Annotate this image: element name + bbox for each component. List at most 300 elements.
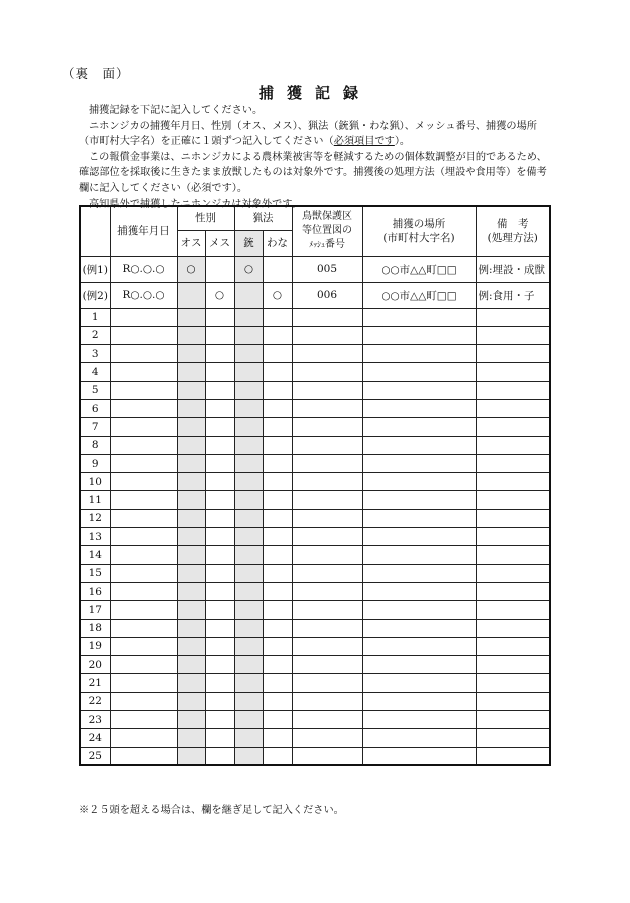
entry-gun[interactable] xyxy=(234,436,263,454)
entry-date[interactable] xyxy=(110,582,177,600)
entry-remarks[interactable] xyxy=(476,711,550,729)
example-remarks: 例:埋設・成獣 xyxy=(476,256,550,282)
entry-date[interactable] xyxy=(110,308,177,326)
entry-gun[interactable] xyxy=(234,656,263,674)
entry-date[interactable] xyxy=(110,454,177,472)
row-number: 17 xyxy=(80,601,110,619)
entry-male[interactable] xyxy=(177,454,205,472)
entry-female[interactable] xyxy=(205,363,234,381)
entry-date[interactable] xyxy=(110,564,177,582)
entry-female[interactable] xyxy=(205,345,234,363)
entry-mesh[interactable] xyxy=(292,601,362,619)
entry-male[interactable] xyxy=(177,637,205,655)
instructions xyxy=(79,103,551,212)
entry-female[interactable] xyxy=(205,399,234,417)
entry-date[interactable] xyxy=(110,637,177,655)
entry-date[interactable] xyxy=(110,418,177,436)
entry-trap[interactable] xyxy=(263,326,292,344)
entry-place[interactable] xyxy=(362,692,476,710)
entry-female[interactable] xyxy=(205,308,234,326)
header-mesh xyxy=(292,206,362,256)
entry-trap[interactable] xyxy=(263,363,292,381)
entry-remarks[interactable] xyxy=(476,546,550,564)
entry-date[interactable] xyxy=(110,546,177,564)
entry-male[interactable] xyxy=(177,528,205,546)
entry-place[interactable] xyxy=(362,326,476,344)
entry-place[interactable] xyxy=(362,546,476,564)
entry-female[interactable] xyxy=(205,674,234,692)
entry-gun[interactable] xyxy=(234,546,263,564)
example-label: (例2) xyxy=(80,282,110,308)
entry-male[interactable] xyxy=(177,582,205,600)
example-male xyxy=(177,282,205,308)
row-number: 5 xyxy=(80,381,110,399)
entry-male[interactable] xyxy=(177,381,205,399)
example-trap: ○ xyxy=(263,282,292,308)
entry-male[interactable] xyxy=(177,491,205,509)
entry-female[interactable] xyxy=(205,528,234,546)
entry-gun[interactable] xyxy=(234,674,263,692)
entry-female[interactable] xyxy=(205,509,234,527)
row-number: 20 xyxy=(80,656,110,674)
header-male: オス xyxy=(177,230,205,256)
entry-gun[interactable] xyxy=(234,454,263,472)
header-mesh-abbr: ﾒｯｼｭ xyxy=(309,240,325,250)
entry-female[interactable] xyxy=(205,582,234,600)
entry-male[interactable] xyxy=(177,418,205,436)
entry-mesh[interactable] xyxy=(292,399,362,417)
row-number: 2 xyxy=(80,326,110,344)
footnote: ※２５頭を超える場合は、欄を継ぎ足して記入ください。 xyxy=(79,805,344,816)
entry-date[interactable] xyxy=(110,436,177,454)
entry-trap[interactable] xyxy=(263,509,292,527)
instruction-line-1: 捕獲記録を下記に記入してください。 xyxy=(89,105,263,116)
entry-remarks[interactable] xyxy=(476,729,550,747)
entry-place[interactable] xyxy=(362,528,476,546)
table-row xyxy=(80,656,550,674)
header-mesh-line1: 鳥獣保護区 xyxy=(302,211,352,223)
entry-gun[interactable] xyxy=(234,564,263,582)
entry-remarks[interactable] xyxy=(476,326,550,344)
entry-female[interactable] xyxy=(205,454,234,472)
header-place xyxy=(362,206,476,256)
entry-place[interactable] xyxy=(362,418,476,436)
entry-remarks[interactable] xyxy=(476,601,550,619)
entry-female[interactable] xyxy=(205,546,234,564)
entry-trap[interactable] xyxy=(263,637,292,655)
entry-gun[interactable] xyxy=(234,601,263,619)
entry-mesh[interactable] xyxy=(292,363,362,381)
entry-mesh[interactable] xyxy=(292,619,362,637)
entry-place[interactable] xyxy=(362,308,476,326)
entry-place[interactable] xyxy=(362,747,476,765)
row-number: 25 xyxy=(80,747,110,765)
entry-remarks[interactable] xyxy=(476,308,550,326)
entry-mesh[interactable] xyxy=(292,473,362,491)
entry-remarks[interactable] xyxy=(476,363,550,381)
entry-date[interactable] xyxy=(110,509,177,527)
entry-mesh[interactable] xyxy=(292,308,362,326)
entry-trap[interactable] xyxy=(263,601,292,619)
entry-remarks[interactable] xyxy=(476,692,550,710)
entry-date[interactable] xyxy=(110,729,177,747)
entry-gun[interactable] xyxy=(234,399,263,417)
entry-gun[interactable] xyxy=(234,692,263,710)
header-place-line2: (市町村大字名) xyxy=(383,232,455,245)
entry-mesh[interactable] xyxy=(292,637,362,655)
entry-mesh[interactable] xyxy=(292,491,362,509)
entry-remarks[interactable] xyxy=(476,436,550,454)
header-row-number xyxy=(80,206,110,256)
entry-trap[interactable] xyxy=(263,491,292,509)
example-trap xyxy=(263,256,292,282)
instruction-line-3: この報償金事業は、ニホンジカによる農林業被害等を軽減するための個体数調整が目的であるため、確認部位を採取後に生きたまま放獣したものは対象外です。捕獲後の処理方法（埋設や食用等）を備考欄に記入してください（必須です）。 xyxy=(79,151,547,194)
instruction-line-2 xyxy=(79,119,551,150)
header-sex: 性別 xyxy=(177,206,234,230)
entry-remarks[interactable] xyxy=(476,656,550,674)
entry-date[interactable] xyxy=(110,399,177,417)
table-row xyxy=(80,637,550,655)
entry-trap[interactable] xyxy=(263,345,292,363)
entry-gun[interactable] xyxy=(234,418,263,436)
table-row xyxy=(80,308,550,326)
entry-gun[interactable] xyxy=(234,345,263,363)
row-number: 8 xyxy=(80,436,110,454)
row-number: 9 xyxy=(80,454,110,472)
header-mesh-line2: 等位置図の xyxy=(302,225,352,237)
header-remarks xyxy=(476,206,550,256)
entry-trap[interactable] xyxy=(263,473,292,491)
instruction-line-4: 高知県外で捕獲したニホンジカは対象外です。 xyxy=(89,198,302,210)
entry-place[interactable] xyxy=(362,619,476,637)
table-row xyxy=(80,546,550,564)
entry-gun[interactable] xyxy=(234,637,263,655)
entry-trap[interactable] xyxy=(263,656,292,674)
entry-remarks[interactable] xyxy=(476,399,550,417)
entry-female[interactable] xyxy=(205,326,234,344)
entry-date[interactable] xyxy=(110,491,177,509)
entry-date[interactable] xyxy=(110,692,177,710)
entry-gun[interactable] xyxy=(234,729,263,747)
entry-female[interactable] xyxy=(205,381,234,399)
entry-remarks[interactable] xyxy=(476,454,550,472)
row-number: 1 xyxy=(80,308,110,326)
row-number: 22 xyxy=(80,692,110,710)
entry-place[interactable] xyxy=(362,509,476,527)
entry-remarks[interactable] xyxy=(476,564,550,582)
entry-gun[interactable] xyxy=(234,491,263,509)
entry-place[interactable] xyxy=(362,345,476,363)
table-row xyxy=(80,528,550,546)
example-row-2 xyxy=(80,282,550,308)
entry-remarks[interactable] xyxy=(476,582,550,600)
entry-female[interactable] xyxy=(205,747,234,765)
entry-date[interactable] xyxy=(110,345,177,363)
table-row xyxy=(80,692,550,710)
entry-date[interactable] xyxy=(110,747,177,765)
entry-place[interactable] xyxy=(362,363,476,381)
table-row xyxy=(80,711,550,729)
entry-gun[interactable] xyxy=(234,363,263,381)
table-row xyxy=(80,326,550,344)
example-date: R○.○.○ xyxy=(110,282,177,308)
page-title: 捕獲記録 xyxy=(258,84,371,102)
entry-date[interactable] xyxy=(110,656,177,674)
entry-trap[interactable] xyxy=(263,692,292,710)
table-row xyxy=(80,564,550,582)
entry-remarks[interactable] xyxy=(476,509,550,527)
table-row xyxy=(80,473,550,491)
entry-place[interactable] xyxy=(362,436,476,454)
entry-male[interactable] xyxy=(177,711,205,729)
entry-male[interactable] xyxy=(177,345,205,363)
example-gun: ○ xyxy=(234,256,263,282)
row-number: 15 xyxy=(80,564,110,582)
example-date: R○.○.○ xyxy=(110,256,177,282)
entry-mesh[interactable] xyxy=(292,345,362,363)
entry-trap[interactable] xyxy=(263,546,292,564)
table-row xyxy=(80,582,550,600)
entry-remarks[interactable] xyxy=(476,674,550,692)
entry-gun[interactable] xyxy=(234,528,263,546)
entry-female[interactable] xyxy=(205,436,234,454)
header-trap: わな xyxy=(263,230,292,256)
entry-trap[interactable] xyxy=(263,711,292,729)
row-number: 13 xyxy=(80,528,110,546)
entry-gun[interactable] xyxy=(234,619,263,637)
table-row xyxy=(80,509,550,527)
entry-place[interactable] xyxy=(362,582,476,600)
row-number: 14 xyxy=(80,546,110,564)
entry-trap[interactable] xyxy=(263,619,292,637)
entry-male[interactable] xyxy=(177,473,205,491)
entry-place[interactable] xyxy=(362,454,476,472)
entry-male[interactable] xyxy=(177,326,205,344)
table-row xyxy=(80,747,550,765)
header-date: 捕獲年月日 xyxy=(110,206,177,256)
table-row xyxy=(80,454,550,472)
entry-place[interactable] xyxy=(362,656,476,674)
entry-mesh[interactable] xyxy=(292,582,362,600)
entry-male[interactable] xyxy=(177,564,205,582)
entry-female[interactable] xyxy=(205,729,234,747)
entry-gun[interactable] xyxy=(234,747,263,765)
example-mesh: 006 xyxy=(292,282,362,308)
table-row xyxy=(80,345,550,363)
entry-trap[interactable] xyxy=(263,528,292,546)
entry-male[interactable] xyxy=(177,308,205,326)
entry-female[interactable] xyxy=(205,473,234,491)
header-mesh-number: 番号 xyxy=(325,239,345,251)
table-row xyxy=(80,399,550,417)
entry-remarks[interactable] xyxy=(476,619,550,637)
entry-male[interactable] xyxy=(177,674,205,692)
header-remarks-line2: (処理方法) xyxy=(487,232,538,245)
entry-remarks[interactable] xyxy=(476,528,550,546)
table-row xyxy=(80,674,550,692)
table-row xyxy=(80,729,550,747)
entry-male[interactable] xyxy=(177,619,205,637)
entry-date[interactable] xyxy=(110,363,177,381)
entry-gun[interactable] xyxy=(234,381,263,399)
row-number: 4 xyxy=(80,363,110,381)
instruction-text: ニホンジカの捕獲年月日、性別（オス、メス）、猟法（銃猟・わな猟）、メッシュ番号、捕獲の場所（市町村大字名）を正確に１頭ずつ記入してください（ xyxy=(79,120,537,148)
entry-date[interactable] xyxy=(110,619,177,637)
entry-mesh[interactable] xyxy=(292,674,362,692)
entry-place[interactable] xyxy=(362,399,476,417)
entry-place[interactable] xyxy=(362,729,476,747)
row-number: 16 xyxy=(80,582,110,600)
entry-remarks[interactable] xyxy=(476,637,550,655)
entry-mesh[interactable] xyxy=(292,326,362,344)
entry-place[interactable] xyxy=(362,491,476,509)
entry-remarks[interactable] xyxy=(476,473,550,491)
entry-mesh[interactable] xyxy=(292,711,362,729)
entry-date[interactable] xyxy=(110,601,177,619)
entry-female[interactable] xyxy=(205,564,234,582)
entry-male[interactable] xyxy=(177,656,205,674)
entry-gun[interactable] xyxy=(234,582,263,600)
entry-female[interactable] xyxy=(205,601,234,619)
table-row xyxy=(80,381,550,399)
example-gun xyxy=(234,282,263,308)
entry-trap[interactable] xyxy=(263,381,292,399)
entry-mesh[interactable] xyxy=(292,729,362,747)
entry-date[interactable] xyxy=(110,711,177,729)
entry-gun[interactable] xyxy=(234,308,263,326)
example-mesh: 005 xyxy=(292,256,362,282)
row-number: 6 xyxy=(80,399,110,417)
entry-trap[interactable] xyxy=(263,674,292,692)
instruction-text-end: ）。 xyxy=(394,136,411,148)
entry-trap[interactable] xyxy=(263,308,292,326)
table-row xyxy=(80,418,550,436)
table-row xyxy=(80,619,550,637)
entry-mesh[interactable] xyxy=(292,509,362,527)
example-male: ○ xyxy=(177,256,205,282)
entry-male[interactable] xyxy=(177,601,205,619)
example-place: ○○市△△町□□ xyxy=(362,256,476,282)
entry-date[interactable] xyxy=(110,674,177,692)
row-number: 12 xyxy=(80,509,110,527)
entry-mesh[interactable] xyxy=(292,656,362,674)
entry-remarks[interactable] xyxy=(476,491,550,509)
entry-mesh[interactable] xyxy=(292,528,362,546)
entry-trap[interactable] xyxy=(263,454,292,472)
example-row-1 xyxy=(80,256,550,282)
entry-mesh[interactable] xyxy=(292,418,362,436)
entry-male[interactable] xyxy=(177,509,205,527)
entry-mesh[interactable] xyxy=(292,436,362,454)
entry-female[interactable] xyxy=(205,619,234,637)
entry-mesh[interactable] xyxy=(292,564,362,582)
entry-place[interactable] xyxy=(362,674,476,692)
entry-mesh[interactable] xyxy=(292,546,362,564)
row-number: 23 xyxy=(80,711,110,729)
entry-date[interactable] xyxy=(110,473,177,491)
row-number: 24 xyxy=(80,729,110,747)
header-remarks-line1: 備 考 xyxy=(497,218,529,231)
header-place-line1: 捕獲の場所 xyxy=(392,218,446,231)
entry-female[interactable] xyxy=(205,692,234,710)
example-remarks: 例:食用・子 xyxy=(476,282,550,308)
entry-trap[interactable] xyxy=(263,582,292,600)
entry-male[interactable] xyxy=(177,747,205,765)
entry-mesh[interactable] xyxy=(292,692,362,710)
entry-trap[interactable] xyxy=(263,729,292,747)
row-number: 10 xyxy=(80,473,110,491)
row-number: 18 xyxy=(80,619,110,637)
entry-male[interactable] xyxy=(177,692,205,710)
entry-remarks[interactable] xyxy=(476,345,550,363)
entry-date[interactable] xyxy=(110,326,177,344)
table-row xyxy=(80,491,550,509)
header-method: 猟法 xyxy=(234,206,292,230)
header-mesh-line3 xyxy=(293,238,362,252)
entry-mesh[interactable] xyxy=(292,454,362,472)
entry-trap[interactable] xyxy=(263,747,292,765)
table-row xyxy=(80,601,550,619)
header-gun: 銃 xyxy=(234,230,263,256)
entry-place[interactable] xyxy=(362,381,476,399)
entry-gun[interactable] xyxy=(234,509,263,527)
entry-gun[interactable] xyxy=(234,326,263,344)
entry-gun[interactable] xyxy=(234,711,263,729)
entry-place[interactable] xyxy=(362,637,476,655)
table-row xyxy=(80,363,550,381)
entry-male[interactable] xyxy=(177,399,205,417)
row-number: 7 xyxy=(80,418,110,436)
entry-date[interactable] xyxy=(110,528,177,546)
entry-place[interactable] xyxy=(362,473,476,491)
entry-trap[interactable] xyxy=(263,436,292,454)
example-female: ○ xyxy=(205,282,234,308)
entry-remarks[interactable] xyxy=(476,418,550,436)
entry-trap[interactable] xyxy=(263,564,292,582)
example-place: ○○市△△町□□ xyxy=(362,282,476,308)
required-note: 必須項目です xyxy=(333,136,395,148)
entry-female[interactable] xyxy=(205,637,234,655)
header-female: メス xyxy=(205,230,234,256)
entry-remarks[interactable] xyxy=(476,381,550,399)
entry-male[interactable] xyxy=(177,546,205,564)
entry-date[interactable] xyxy=(110,381,177,399)
row-number: 11 xyxy=(80,491,110,509)
entry-female[interactable] xyxy=(205,711,234,729)
entry-gun[interactable] xyxy=(234,473,263,491)
entry-place[interactable] xyxy=(362,711,476,729)
entry-mesh[interactable] xyxy=(292,747,362,765)
entry-male[interactable] xyxy=(177,729,205,747)
row-number: 19 xyxy=(80,637,110,655)
entry-trap[interactable] xyxy=(263,399,292,417)
example-label: (例1) xyxy=(80,256,110,282)
entry-female[interactable] xyxy=(205,418,234,436)
entry-place[interactable] xyxy=(362,564,476,582)
entry-male[interactable] xyxy=(177,436,205,454)
capture-record-table xyxy=(79,205,551,766)
entry-trap[interactable] xyxy=(263,418,292,436)
example-female xyxy=(205,256,234,282)
entry-male[interactable] xyxy=(177,363,205,381)
page-side-label: （裏 面） xyxy=(62,66,130,81)
entry-place[interactable] xyxy=(362,601,476,619)
entry-remarks[interactable] xyxy=(476,747,550,765)
entry-female[interactable] xyxy=(205,656,234,674)
entry-female[interactable] xyxy=(205,491,234,509)
row-number: 21 xyxy=(80,674,110,692)
entry-mesh[interactable] xyxy=(292,381,362,399)
